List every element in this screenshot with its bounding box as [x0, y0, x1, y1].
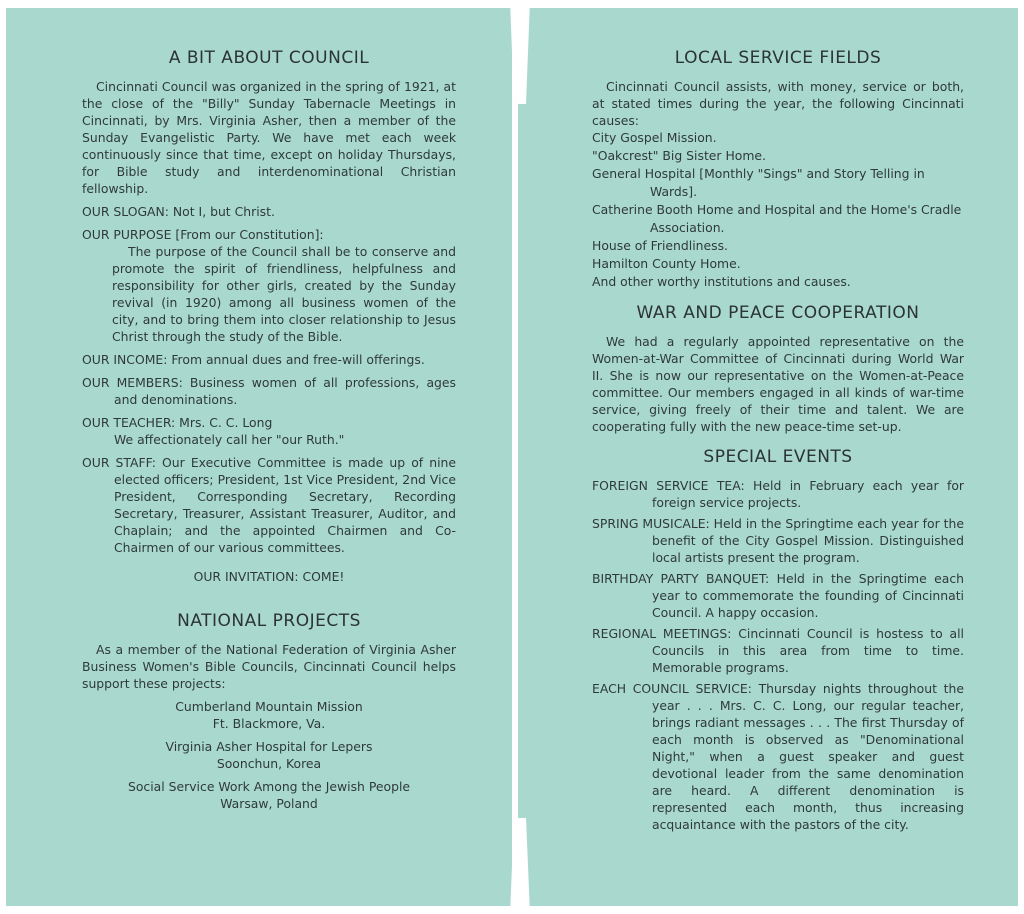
project-2 [82, 738, 456, 772]
project-place: Ft. Blackmore, Va. [212, 716, 326, 731]
list-item: "Oakcrest" Big Sister Home. [592, 148, 766, 163]
war-heading: WAR AND PEACE COOPERATION [636, 303, 920, 323]
event-item: BIRTHDAY PARTY BANQUET: Held in the Springtime each year to commemorate the founding of Cincinnati Council. A happy occasion. [592, 571, 964, 620]
project-3 [82, 778, 456, 812]
national-intro: As a member of the National Federation of Virginia Asher Business Women's Bible Councils, Cincinnati Council helps support these projects: [82, 642, 456, 691]
event-item: FOREIGN SERVICE TEA: Held in February each year for foreign service projects. [592, 478, 964, 510]
about-heading: A BIT ABOUT COUNCIL [168, 48, 370, 68]
list-item: Catherine Booth Home and Hospital and the Home's Cradle Association. [592, 202, 962, 235]
list-item: House of Friendliness. [592, 238, 728, 253]
list-item: City Gospel Mission. [592, 130, 717, 145]
project-name: Cumberland Mountain Mission [175, 699, 363, 714]
war-text: We had a regularly appointed representative on the Women-at-War Committee of Cincinnati during World War II. She is now our representative on the Women-at-Peace committee. Our members engaged in all kinds of war-time service, giving freely of their time and talent. We are cooperating fully with the new peace-time set-up. [592, 334, 964, 434]
purpose-label: OUR PURPOSE [From our Constitution]: [82, 227, 324, 242]
event-item: EACH COUNCIL SERVICE: Thursday nights throughout the year . . . Mrs. C. C. Long, our regular teacher, brings radiant messages . . . The first Thursday of each month is observed as "Denominational Night," when a guest speaker and guest devotional leader from the same denomination are heard. A different denomination is represented each month, thus increasing acquaintance with the pastors of the city. [592, 681, 964, 832]
national-heading: NATIONAL PROJECTS [177, 611, 361, 631]
list-item: And other worthy institutions and causes. [592, 274, 851, 289]
local-heading: LOCAL SERVICE FIELDS [674, 48, 882, 68]
event-item: REGIONAL MEETINGS: Cincinnati Council is hostess to all Councils in this area from time to time. Memorable programs. [592, 626, 964, 675]
project-1 [82, 698, 456, 732]
local-intro: Cincinnati Council assists, with money, service or both, at stated times during the year, the following Cincinnati causes: [592, 79, 964, 128]
teacher: OUR TEACHER: Mrs. C. C. Long [82, 415, 273, 430]
members: OUR MEMBERS: Business women of all professions, ages and denominations. [82, 375, 456, 407]
invitation: OUR INVITATION: COME! [193, 569, 345, 584]
project-place: Soonchun, Korea [216, 756, 322, 771]
left-page [6, 8, 512, 906]
right-page [518, 8, 1018, 906]
events-heading: SPECIAL EVENTS [703, 447, 853, 467]
slogan: OUR SLOGAN: Not I, but Christ. [82, 204, 275, 219]
causes-list [592, 129, 964, 291]
list-item: Hamilton County Home. [592, 256, 741, 271]
project-name: Social Service Work Among the Jewish People [127, 779, 411, 794]
project-place: Warsaw, Poland [220, 796, 318, 811]
list-item: General Hospital [Monthly "Sings" and Story Telling in Wards]. [592, 166, 925, 199]
purpose-text: The purpose of the Council shall be to conserve and promote the spirit of friendliness, helpfulness and responsibility for other girls, created by the Sunday revival (in 1920) among all business women of the city, and to bring them into closer relationship to Jesus Christ through the study of the Bible. [112, 244, 456, 344]
staff: OUR STAFF: Our Executive Committee is made up of nine elected officers; President, 1st Vice President, 2nd Vice President, Corresponding Secretary, Recording Secretary, Treasurer, Assistant Treasurer, Auditor, and Chaplain; and the appointed Chairmen and Co-Chairmen of our various committees. [82, 455, 456, 555]
teacher-note: We affectionately call her "our Ruth." [114, 432, 345, 447]
income: OUR INCOME: From annual dues and free-will offerings. [82, 352, 425, 367]
project-name: Virginia Asher Hospital for Lepers [165, 739, 373, 754]
about-intro: Cincinnati Council was organized in the spring of 1921, at the close of the "Billy" Sunday Tabernacle Meetings in Cincinnati, by Mrs. Virginia Asher, then a member of the Sunday Evangelistic Party. We have met each week continuously since that time, except on holiday Thursdays, for Bible study and interdenominational Christian fellowship. [82, 79, 456, 196]
event-item: SPRING MUSICALE: Held in the Springtime each year for the benefit of the City Gospel Mission. Distinguished local artists present the program. [592, 516, 964, 565]
